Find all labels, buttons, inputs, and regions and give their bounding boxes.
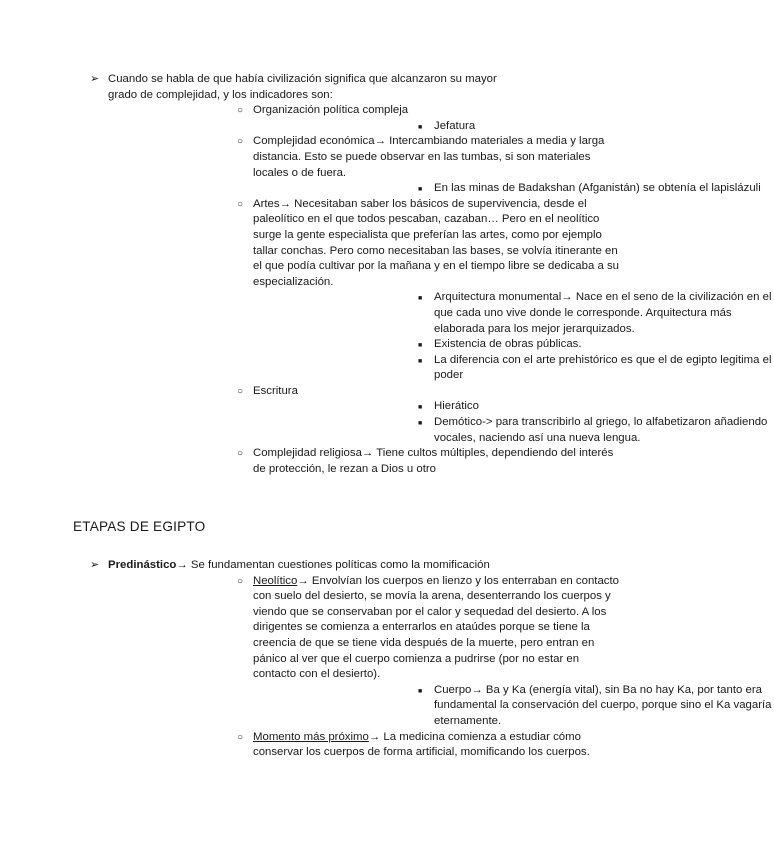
list-item-text: Artes→ Necesitaban saber los básicos de supervivencia, desde el paleolítico en el que todos pescaban, cazaban… Pero en el neolítico surge la gente especialista que preferían las artes, como por ejemplo tallar conchas. Pero como necesitaban las bases, se volvía itinerante en el que podía cultivar por la mañana y en el tiempo libre se dedicaba a su especialización.: [253, 197, 619, 288]
arrow-bullet-icon: ➢: [90, 559, 100, 571]
square-bullet-icon: ■: [418, 186, 423, 194]
square-bullet-icon: ■: [418, 357, 423, 365]
list-item: [253, 399, 600, 415]
square-bullet-icon: ■: [418, 420, 423, 428]
square-bullet-icon: ■: [418, 123, 423, 131]
term-description: → La medicina comienza a estudiar cómo conservar los cuerpos de forma artificial, momificando los cuerpos.: [253, 730, 590, 759]
square-bullet-icon: ■: [418, 687, 423, 695]
term-neolitico: Neolítico: [253, 574, 298, 587]
circle-bullet-icon: ○: [237, 575, 244, 587]
list-item-text: Complejidad económica→ Intercambiando materiales a media y larga distancia. Esto se puede observar en las tumbas, si son materiales locales o de fuera.: [253, 135, 605, 179]
list-item-text: Organización política compleja: [253, 104, 409, 117]
circle-bullet-icon: ○: [237, 385, 244, 397]
egypt-stages-list: [0, 558, 772, 761]
list-item-text: Hierático: [434, 400, 479, 413]
list-item: [0, 72, 772, 477]
list-item-text: [253, 730, 623, 761]
square-bullet-icon: ■: [418, 342, 423, 350]
term-momento-mas-proximo: Momento más próximo: [253, 730, 369, 743]
sub-list: [253, 290, 772, 384]
list-item: [253, 290, 772, 337]
section-heading: ETAPAS DE EGIPTO: [73, 519, 206, 534]
list-item-text: Cuando se habla de que había civilización significa que alcanzaron su mayor grado de complejidad, y los indicadores son:: [108, 73, 497, 101]
sub-list: [253, 119, 600, 135]
list-item-text: Demótico-> para transcribirlo al griego, lo alfabetizaron añadiendo vocales, naciendo así una nueva lengua.: [434, 416, 768, 444]
circle-bullet-icon: ○: [237, 448, 244, 460]
list-item-text: [108, 558, 548, 574]
list-item-text: Arquitectura monumental→ Nace en el seno de la civilización en el que cada uno vive donde le corresponde. Arquitectura más elaborada para los mejor jerarquizados.: [434, 291, 772, 335]
list-item-text: Escritura: [253, 384, 298, 397]
circle-bullet-icon: ○: [237, 198, 244, 210]
list-item: [108, 446, 614, 477]
list-item: [253, 181, 761, 197]
list-item: [253, 353, 772, 384]
term-predinastico: Predinástico: [108, 559, 177, 571]
list-item: [253, 337, 600, 353]
list-item-text: Complejidad religiosa→ Tiene cultos múltiples, dependiendo del interés de protección, le rezan a Dios u otro: [253, 447, 614, 475]
list-item: [108, 197, 772, 384]
list-item-text: La diferencia con el arte prehistórico es que el de egipto legitima el poder: [434, 353, 772, 382]
list-item: [108, 384, 768, 446]
arrow-bullet-icon: ➢: [90, 73, 100, 85]
list-item-text: [253, 574, 623, 683]
circle-bullet-icon: ○: [237, 136, 244, 148]
sub-list: [253, 399, 768, 446]
list-item-text: Jefatura: [434, 119, 476, 132]
term-description: → Envolvían los cuerpos en lienzo y los enterraban en contacto con suelo del desierto, se movía la arena, desenterrando los cuerpos y viendo que se conservaban por el calor y sequedad del desierto. A los dirigentes se comienza a enterrarlos en ataúdes porque se tiene la creencia de que se tiene vida después de la muerte, pero entran en pánico al ver que el cuerpo comienza a pudrirse (por no estar en contacto con el desierto).: [253, 574, 619, 681]
circle-bullet-icon: ○: [237, 105, 244, 117]
civilization-indicators-list: [0, 72, 772, 477]
list-item: [108, 134, 761, 196]
sub-list: [253, 181, 761, 197]
square-bullet-icon: ■: [418, 404, 423, 412]
square-bullet-icon: ■: [418, 295, 423, 303]
list-item-text: Cuerpo→ Ba y Ka (energía vital), sin Ba no hay Ka, por tanto era fundamental la conservación del cuerpo, porque sino el Ka vagaría eternamente.: [434, 683, 772, 727]
list-item: [253, 415, 768, 446]
sub-list: [108, 103, 772, 477]
circle-bullet-icon: ○: [237, 731, 244, 743]
list-item: [108, 574, 772, 730]
list-item: [253, 119, 600, 135]
list-item: [108, 103, 600, 134]
list-item-text: Existencia de obras públicas.: [434, 338, 582, 351]
sub-list: [253, 683, 772, 730]
list-item: [0, 558, 772, 761]
term-description: → Se fundamentan cuestiones políticas como la momificación: [176, 559, 490, 571]
list-item: [253, 683, 772, 730]
list-item-text: En las minas de Badakshan (Afganistán) se obtenía el lapislázuli: [434, 182, 761, 195]
sub-list: [108, 574, 772, 761]
list-item: [108, 730, 600, 761]
